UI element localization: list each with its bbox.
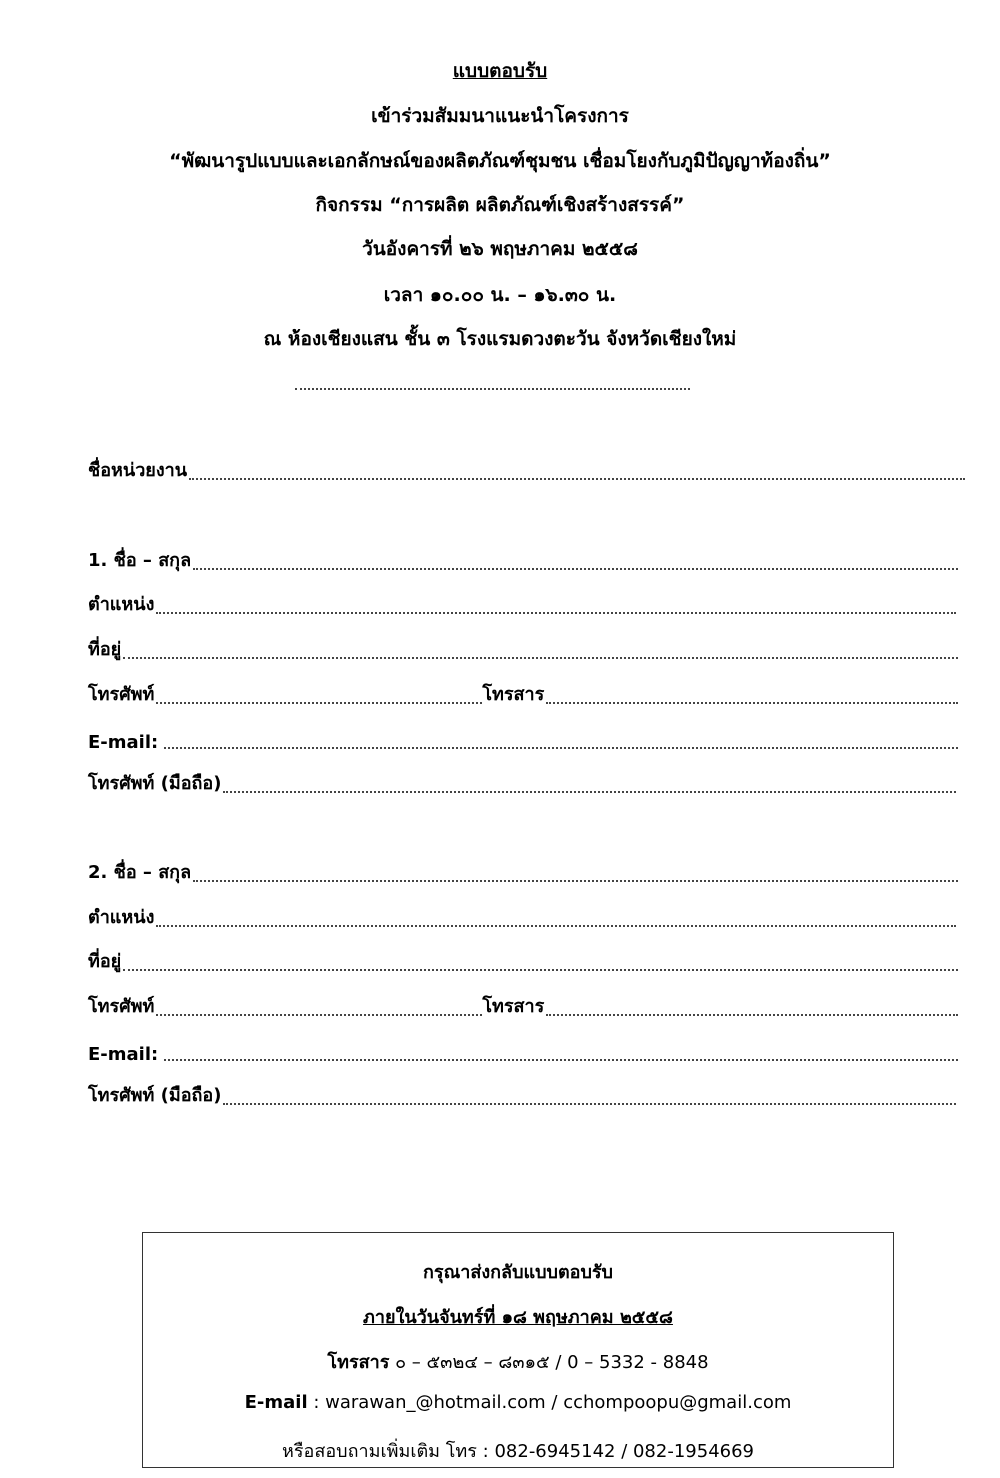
header-line-date: วันอังคารที่ ๒๖ พฤษภาคม ๒๕๕๘ (362, 238, 638, 260)
person1-phone-label: โทรศัพท์ (88, 684, 155, 705)
contact-box (142, 1232, 894, 1468)
org-label: ชื่อหน่วยงาน (88, 460, 188, 481)
contact-fax-value: ๐ – ๕๓๒๔ – ๘๓๑๕ / 0 – 5332 - 8848 (389, 1352, 709, 1373)
person2-position-blank[interactable] (156, 925, 956, 927)
person1-address-label: ที่อยู่ (88, 639, 122, 660)
org-blank-line[interactable] (189, 478, 965, 480)
person2-position-label: ตำแหน่ง (88, 907, 155, 928)
person2-email-blank[interactable] (164, 1059, 958, 1061)
person1-name-field[interactable] (88, 548, 958, 574)
person1-position-blank[interactable] (156, 612, 956, 614)
contact-email-line (143, 1392, 893, 1413)
person1-phone-blank[interactable] (156, 702, 482, 704)
person1-position-field[interactable] (88, 592, 956, 618)
person2-address-blank[interactable] (123, 969, 958, 971)
header-line-project: “พัฒนารูปแบบและเอกลักษณ์ของผลิตภัณฑ์ชุมชน เชื่อมโยงกับภูมิปัญญาท้องถิ่น” (169, 150, 831, 172)
person2-phone-fax-field[interactable] (88, 994, 958, 1020)
person2-email-field[interactable] (88, 1039, 958, 1065)
form-title: แบบตอบรับ (452, 60, 548, 82)
return-instruction: กรุณาส่งกลับแบบตอบรับ (423, 1262, 613, 1283)
person2-address-label: ที่อยู่ (88, 951, 122, 972)
person2-name-blank[interactable] (193, 880, 958, 882)
contact-email-value: : warawan_@hotmail.com / cchompoopu@gmail.com (307, 1392, 792, 1413)
person1-address-blank[interactable] (123, 657, 958, 659)
person2-position-field[interactable] (88, 905, 956, 931)
header-line-activity: กิจกรรม “การผลิต ผลิตภัณฑ์เชิงสร้างสรรค์” (315, 194, 685, 216)
contact-fax-label: โทรสาร (327, 1352, 390, 1373)
person1-fax-label: โทรสาร (482, 684, 545, 705)
header-line-time: เวลา ๑๐.๐๐ น. – ๑๖.๓๐ น. (383, 284, 617, 306)
person2-mobile-field[interactable] (88, 1083, 956, 1109)
header-line-venue: ณ ห้องเชียงแสน ชั้น ๓ โรงแรมดวงตะวัน จังหวัดเชียงใหม่ (263, 328, 737, 350)
person1-address-field[interactable] (88, 637, 958, 663)
person1-name-label: 1. ชื่อ – สกุล (88, 550, 192, 571)
person2-email-label: E-mail: (88, 1044, 159, 1065)
person1-email-blank[interactable] (164, 747, 958, 749)
contact-phone-line: หรือสอบถามเพิ่มเติม โทร : 082-6945142 / 082-1954669 (282, 1441, 754, 1462)
person1-phone-fax-field[interactable] (88, 682, 958, 708)
contact-email-label: E-mail (244, 1392, 308, 1413)
person2-name-label: 2. ชื่อ – สกุล (88, 862, 192, 883)
person1-name-blank[interactable] (193, 568, 958, 570)
person2-fax-blank[interactable] (546, 1014, 958, 1016)
person2-mobile-label: โทรศัพท์ (มือถือ) (88, 1085, 222, 1106)
person2-phone-label: โทรศัพท์ (88, 996, 155, 1017)
return-deadline: ภายในวันจันทร์ที่ ๑๘ พฤษภาคม ๒๕๕๘ (363, 1307, 673, 1328)
person2-address-field[interactable] (88, 949, 958, 975)
person1-position-label: ตำแหน่ง (88, 594, 155, 615)
person1-mobile-field[interactable] (88, 771, 956, 797)
contact-fax-line (143, 1347, 893, 1376)
person1-mobile-label: โทรศัพท์ (มือถือ) (88, 773, 222, 794)
person2-name-field[interactable] (88, 860, 958, 886)
person1-fax-blank[interactable] (546, 702, 958, 704)
person1-mobile-blank[interactable] (223, 791, 956, 793)
person2-phone-blank[interactable] (156, 1014, 482, 1016)
person2-mobile-blank[interactable] (223, 1103, 956, 1105)
person1-email-label: E-mail: (88, 732, 159, 753)
header-divider (295, 374, 690, 390)
header-line-seminar: เข้าร่วมสัมมนาแนะนำโครงการ (371, 105, 629, 127)
person2-fax-label: โทรสาร (482, 996, 545, 1017)
person1-email-field[interactable] (88, 727, 958, 753)
org-field[interactable] (88, 458, 965, 484)
